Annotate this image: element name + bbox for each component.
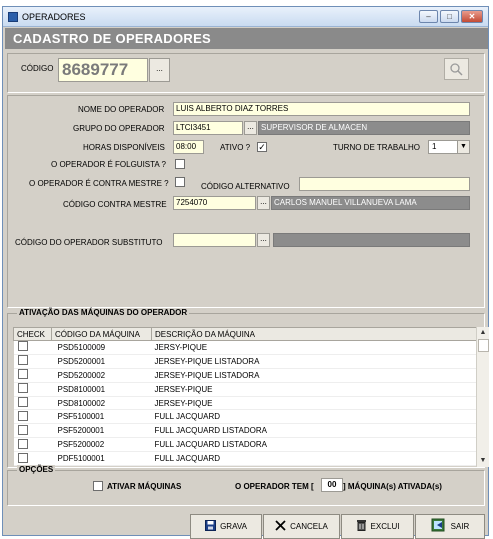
chevron-down-icon[interactable]: ▼ bbox=[457, 141, 469, 153]
scroll-thumb[interactable] bbox=[478, 339, 489, 352]
row-checkbox[interactable] bbox=[18, 411, 28, 421]
minimize-button[interactable]: – bbox=[419, 10, 438, 23]
horas-field[interactable]: 08:00 bbox=[173, 140, 204, 154]
codigo-alternativo-field[interactable] bbox=[299, 177, 470, 191]
scroll-up-icon[interactable]: ▲ bbox=[479, 329, 487, 336]
codigo-field[interactable]: 8689777 bbox=[58, 58, 148, 82]
form-header bbox=[5, 28, 488, 49]
column-header-codigo[interactable]: CÓDIGO DA MÁQUINA bbox=[52, 328, 152, 341]
grupo-field[interactable]: LTCI3451 bbox=[173, 121, 243, 135]
machines-section-title: ATIVAÇÃO DAS MÁQUINAS DO OPERADOR bbox=[19, 308, 188, 317]
machine-code: PSD8100002 bbox=[52, 396, 152, 410]
machine-code: PDF5100001 bbox=[52, 452, 152, 466]
horas-label: HORAS DISPONÍVEIS bbox=[83, 143, 165, 152]
maximize-button[interactable]: □ bbox=[440, 10, 459, 23]
machine-description: FULL JACQUARD bbox=[152, 452, 477, 466]
row-checkbox[interactable] bbox=[18, 341, 28, 351]
row-checkbox[interactable] bbox=[18, 439, 28, 449]
machine-code: PSF5200001 bbox=[52, 424, 152, 438]
table-row[interactable] bbox=[14, 341, 477, 355]
contramestre-checkbox[interactable] bbox=[175, 177, 185, 187]
machine-description: FULL JACQUARD LISTADORA bbox=[152, 438, 477, 452]
row-checkbox[interactable] bbox=[18, 369, 28, 379]
folguista-checkbox[interactable] bbox=[175, 159, 185, 169]
grupo-description: SUPERVISOR DE ALMACEN bbox=[258, 121, 470, 135]
cancela-button[interactable] bbox=[263, 514, 340, 539]
trash-icon bbox=[356, 519, 367, 534]
row-checkbox[interactable] bbox=[18, 397, 28, 407]
opcoes-section-title: OPÇÕES bbox=[19, 465, 54, 474]
window-title: OPERADORES bbox=[22, 12, 86, 22]
machine-description: JERSY-PIQUE bbox=[152, 341, 477, 355]
ativo-label: ATIVO ? bbox=[220, 143, 251, 152]
app-icon bbox=[8, 12, 18, 22]
exclui-label: EXCLUI bbox=[370, 522, 400, 531]
machine-description: JERSEY-PIQUE bbox=[152, 396, 477, 410]
count-suffix: ] MÁQUINA(s) ATIVADA(s) bbox=[343, 482, 442, 491]
substituto-label: CÓDIGO DO OPERADOR SUBSTITUTO bbox=[15, 238, 163, 247]
machine-code: PSD5200002 bbox=[52, 368, 152, 382]
codigo-label: CÓDIGO bbox=[21, 64, 54, 73]
table-row[interactable] bbox=[14, 368, 477, 382]
table-row[interactable] bbox=[14, 354, 477, 368]
folguista-label: O OPERADOR É FOLGUISTA ? bbox=[51, 160, 166, 169]
machine-code: PSF5200002 bbox=[52, 438, 152, 452]
exclui-button[interactable] bbox=[341, 514, 414, 539]
table-row[interactable] bbox=[14, 410, 477, 424]
close-button[interactable]: ✕ bbox=[461, 10, 483, 23]
column-header-check[interactable]: CHECK bbox=[14, 328, 52, 341]
search-icon bbox=[445, 59, 468, 79]
grava-button[interactable] bbox=[190, 514, 262, 539]
nome-field[interactable]: LUIS ALBERTO DIAZ TORRES bbox=[173, 102, 470, 116]
ativo-checkbox[interactable]: ✓ bbox=[258, 142, 266, 152]
machine-description: JERSEY-PIQUE LISTADORA bbox=[152, 354, 477, 368]
table-header-row bbox=[14, 328, 477, 341]
grava-label: GRAVA bbox=[220, 522, 247, 531]
codigo-alternativo-label: CÓDIGO ALTERNATIVO bbox=[201, 182, 290, 191]
floppy-disk-icon bbox=[205, 520, 216, 534]
codigo-contramestre-field[interactable]: 7254070 bbox=[173, 196, 256, 210]
contramestre-lookup-button[interactable]: ... bbox=[257, 196, 270, 210]
turno-value: 1 bbox=[432, 142, 437, 151]
row-checkbox[interactable] bbox=[18, 425, 28, 435]
grupo-lookup-button[interactable]: ... bbox=[244, 121, 257, 135]
sair-label: SAIR bbox=[450, 522, 470, 531]
form-title: CADASTRO DE OPERADORES bbox=[13, 31, 212, 46]
row-checkbox[interactable] bbox=[18, 453, 28, 463]
table-row[interactable] bbox=[14, 396, 477, 410]
machines-scrollbar[interactable] bbox=[476, 327, 489, 467]
ativar-maquinas-checkbox[interactable] bbox=[93, 481, 103, 491]
table-row[interactable] bbox=[14, 438, 477, 452]
active-machines-count: 00 bbox=[321, 478, 343, 492]
nome-label: NOME DO OPERADOR bbox=[78, 105, 165, 114]
machines-table bbox=[13, 327, 477, 466]
codigo-lookup-button[interactable]: ... bbox=[149, 58, 170, 82]
row-checkbox[interactable] bbox=[18, 383, 28, 393]
table-row[interactable] bbox=[14, 424, 477, 438]
machine-code: PSD5100009 bbox=[52, 341, 152, 355]
row-checkbox[interactable] bbox=[18, 355, 28, 365]
ativar-maquinas-label: ATIVAR MÁQUINAS bbox=[107, 482, 182, 491]
count-prefix: O OPERADOR TEM [ bbox=[235, 482, 314, 491]
substituto-field[interactable] bbox=[173, 233, 256, 247]
grupo-label: GRUPO DO OPERADOR bbox=[73, 124, 165, 133]
cancel-x-icon bbox=[275, 520, 286, 534]
turno-select[interactable] bbox=[428, 140, 470, 154]
machine-description: FULL JACQUARD LISTADORA bbox=[152, 424, 477, 438]
contramestre-question-label: O OPERADOR É CONTRA MESTRE ? bbox=[29, 179, 169, 188]
search-button[interactable] bbox=[444, 58, 469, 80]
operadores-window bbox=[2, 6, 489, 536]
sair-button[interactable] bbox=[415, 514, 485, 539]
title-bar[interactable] bbox=[3, 7, 488, 27]
codigo-contramestre-label: CÓDIGO CONTRA MESTRE bbox=[63, 200, 167, 209]
machine-description: JERSEY-PIQUE bbox=[152, 382, 477, 396]
column-header-descricao[interactable]: DESCRIÇÃO DA MÁQUINA bbox=[152, 328, 477, 341]
machine-description: FULL JACQUARD bbox=[152, 410, 477, 424]
substituto-lookup-button[interactable]: ... bbox=[257, 233, 270, 247]
cancela-label: CANCELA bbox=[290, 522, 328, 531]
machine-code: PSD5200001 bbox=[52, 354, 152, 368]
contramestre-description: CARLOS MANUEL VILLANUEVA LAMA bbox=[271, 196, 470, 210]
machine-code: PSD8100001 bbox=[52, 382, 152, 396]
turno-label: TURNO DE TRABALHO bbox=[333, 143, 420, 152]
scroll-down-icon[interactable]: ▼ bbox=[479, 457, 487, 464]
substituto-description bbox=[273, 233, 470, 247]
table-row[interactable] bbox=[14, 452, 477, 466]
exit-door-icon bbox=[431, 518, 447, 535]
machine-code: PSF5100001 bbox=[52, 410, 152, 424]
machine-description: JERSEY-PIQUE LISTADORA bbox=[152, 368, 477, 382]
table-row[interactable] bbox=[14, 382, 477, 396]
